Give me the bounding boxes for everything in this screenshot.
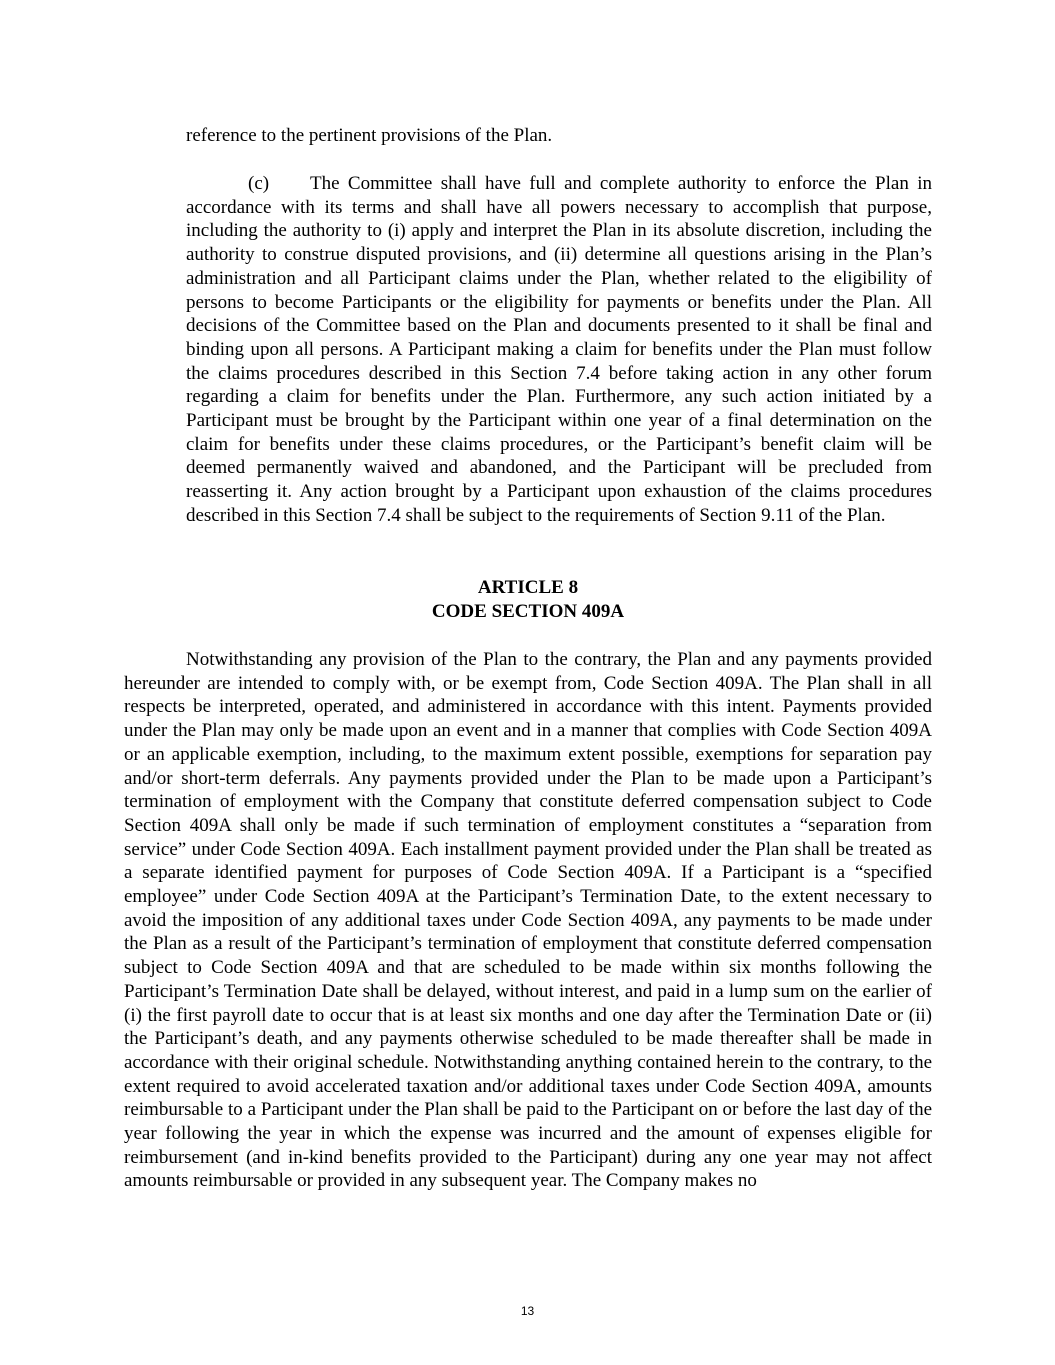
article-number: ARTICLE 8 [477, 577, 579, 598]
subsection-c-label: (c) [248, 173, 270, 194]
article-title: CODE SECTION 409A [431, 600, 625, 622]
page-number: 13 [520, 1304, 535, 1318]
continuation-paragraph: reference to the pertinent provisions of the Plan. [186, 125, 553, 146]
subsection-c-paragraph [186, 172, 932, 528]
article-body-paragraph: Notwithstanding any provision of the Plan to the contrary, the Plan and any payments provided hereunder are intended to comply with, or be exempt from, Code Section 409A. The Plan shall in all respects be interpreted, operated, and administered in accordance with this intent. Payments provided under the Plan may only be made upon an event and in a manner that complies with Code Section 409A or an applicable exemption, including, to the maximum extent possible, exemptions for separation pay and/or short-term deferrals. Any payments provided under the Plan to be made upon a Participant’s termination of employment with the Company that constitute deferred compensation subject to Code Section 409A shall only be made if such termination of employment constitutes a “separation from service” under Code Section 409A. Each installment payment provided under the Plan shall be treated as a separate identified payment for purposes of Code Section 409A. If a Participant is a “specified employee” under Code Section 409A at the Participant’s Termination Date, to the extent necessary to avoid the imposition of any additional taxes under Code Section 409A, any payments to be made under the Plan as a result of the Participant’s termination of employment that constitute deferred compensation subject to Code Section 409A and that are scheduled to be made within six months following the Participant’s Termination Date shall be delayed, without interest, and paid in a lump sum on the earlier of (i) the first payroll date to occur that is at least six months and one day after the Termination Date or (ii) the Participant’s death, and any payments otherwise scheduled to be made thereafter shall be made in accordance with their original schedule. Notwithstanding anything contained herein to the contrary, to the extent required to avoid accelerated taxation and/or additional taxes under Code Section 409A, amounts reimbursable to a Participant under the Plan shall be paid to the Participant on or before the last day of the year following the year in which the expense was incurred and the amount of expenses eligible for reimbursement (and in-kind benefits provided to the Participant) during any one year may not affect amounts reimbursable or provided in any subsequent year. The Company makes no [124, 649, 932, 1192]
subsection-c-text: The Committee shall have full and complete authority to enforce the Plan in accordance with its terms and shall have all powers necessary to accomplish that purpose, including the authority to (i) apply and interpret the Plan in its absolute discretion, including the authority to construe disputed provisions, and (ii) determine all questions arising in the Plan’s administration and all Participant claims under the Plan, whether related to the eligibility of persons to become Participants or the eligibility for payments or benefits under the Plan. All decisions of the Committee based on the Plan and documents presented to it shall be final and binding upon all persons. A Participant making a claim for benefits under the Plan must follow the claims procedures described in this Section 7.4 before taking action in any other forum regarding a claim for benefits under the Plan. Furthermore, any such action initiated by a Participant must be brought by the Participant within one year of a final determination on the claim for benefits under these claims procedures, or the Participant’s benefit claim will be deemed permanently waived and abandoned, and the Participant will be precluded from reasserting it. Any action brought by a Participant upon exhaustion of the claims procedures described in this Section 7.4 shall be subject to the requirements of Section 9.11 of the Plan. [186, 173, 932, 526]
article-heading [124, 576, 932, 623]
